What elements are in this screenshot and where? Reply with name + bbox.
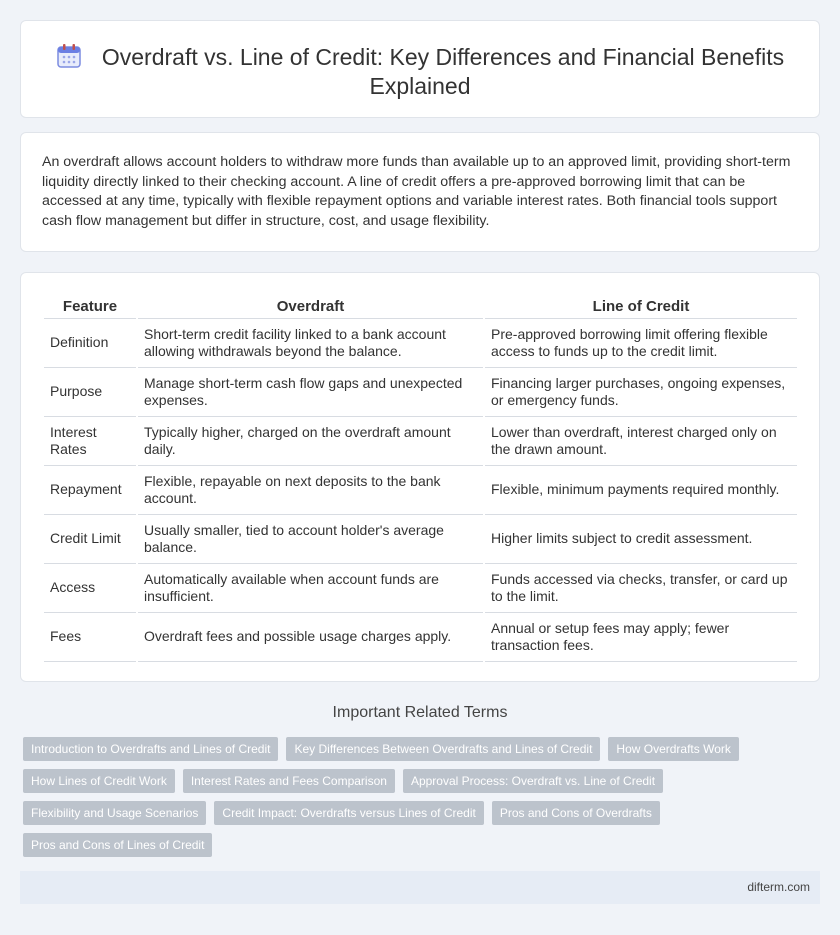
table-row xyxy=(44,564,797,613)
feature-cell: Repayment xyxy=(44,466,136,515)
table-header-row xyxy=(44,295,797,319)
related-term-link[interactable]: Introduction to Overdrafts and Lines of Credit xyxy=(23,737,278,761)
line-of-credit-cell: Funds accessed via checks, transfer, or card up to the limit. xyxy=(485,564,797,613)
footer-site-link[interactable]: difterm.com xyxy=(747,880,810,894)
table-row xyxy=(44,466,797,515)
footer xyxy=(20,871,820,904)
line-of-credit-cell: Pre-approved borrowing limit offering flexible access to funds up to the credit limit. xyxy=(485,319,797,368)
feature-cell: Credit Limit xyxy=(44,515,136,564)
related-term-link[interactable]: Key Differences Between Overdrafts and Lines of Credit xyxy=(286,737,600,761)
title-card xyxy=(20,20,820,118)
line-of-credit-cell: Flexible, minimum payments required monthly. xyxy=(485,466,797,515)
related-terms-heading: Important Related Terms xyxy=(332,704,508,721)
page-title xyxy=(21,43,819,101)
related-terms-list xyxy=(23,737,823,865)
line-of-credit-cell: Financing larger purchases, ongoing expenses, or emergency funds. xyxy=(485,368,797,417)
related-term-link[interactable]: Approval Process: Overdraft vs. Line of Credit xyxy=(403,769,663,793)
line-of-credit-cell: Lower than overdraft, interest charged only on the drawn amount. xyxy=(485,417,797,466)
line-of-credit-cell: Higher limits subject to credit assessment. xyxy=(485,515,797,564)
table-row xyxy=(44,417,797,466)
comparison-card xyxy=(20,272,820,682)
comparison-table xyxy=(42,295,799,662)
feature-cell: Access xyxy=(44,564,136,613)
intro-card xyxy=(20,132,820,252)
line-of-credit-cell: Annual or setup fees may apply; fewer transaction fees. xyxy=(485,613,797,662)
overdraft-cell: Flexible, repayable on next deposits to the bank account. xyxy=(138,466,483,515)
overdraft-cell: Overdraft fees and possible usage charges apply. xyxy=(138,613,483,662)
feature-cell: Interest Rates xyxy=(44,417,136,466)
feature-cell: Fees xyxy=(44,613,136,662)
feature-cell: Definition xyxy=(44,319,136,368)
intro-paragraph: An overdraft allows account holders to withdraw more funds than available up to an approved limit, providing short-term liquidity directly linked to their checking account. A line of credit offers a pre-approved borrowing limit that can be accessed at any time, typically with flexible repayment options and variable interest rates. Both financial tools support cash flow management but differ in structure, cost, and usage flexibility. xyxy=(42,154,791,229)
title-text: Overdraft vs. Line of Credit: Key Differences and Financial Benefits Explained xyxy=(101,44,785,99)
overdraft-cell: Manage short-term cash flow gaps and unexpected expenses. xyxy=(138,368,483,417)
feature-cell: Purpose xyxy=(44,368,136,417)
table-row xyxy=(44,515,797,564)
related-term-link[interactable]: Flexibility and Usage Scenarios xyxy=(23,801,206,825)
related-term-link[interactable]: Interest Rates and Fees Comparison xyxy=(183,769,395,793)
overdraft-cell: Typically higher, charged on the overdraft amount daily. xyxy=(138,417,483,466)
column-header-feature: Feature xyxy=(44,295,136,319)
column-header-overdraft: Overdraft xyxy=(138,295,483,319)
overdraft-cell: Short-term credit facility linked to a bank account allowing withdrawals beyond the balance. xyxy=(138,319,483,368)
overdraft-cell: Usually smaller, tied to account holder's average balance. xyxy=(138,515,483,564)
calendar-icon xyxy=(56,43,82,69)
related-term-link[interactable]: Pros and Cons of Overdrafts xyxy=(492,801,660,825)
related-term-link[interactable]: Credit Impact: Overdrafts versus Lines of Credit xyxy=(214,801,483,825)
table-row xyxy=(44,368,797,417)
overdraft-cell: Automatically available when account funds are insufficient. xyxy=(138,564,483,613)
related-term-link[interactable]: How Lines of Credit Work xyxy=(23,769,175,793)
related-term-link[interactable]: How Overdrafts Work xyxy=(608,737,738,761)
table-row xyxy=(44,319,797,368)
table-row xyxy=(44,613,797,662)
related-term-link[interactable]: Pros and Cons of Lines of Credit xyxy=(23,833,212,857)
column-header-line-of-credit: Line of Credit xyxy=(485,295,797,319)
